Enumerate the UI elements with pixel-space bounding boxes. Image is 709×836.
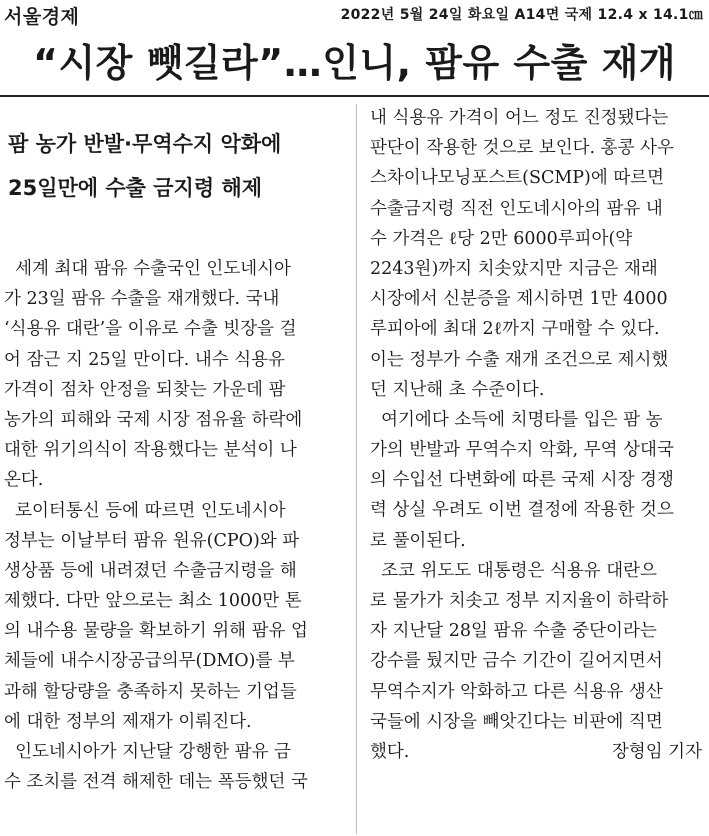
body-text-line: 수 가격은 ℓ당 2만 6000루피아(약 [370, 228, 633, 249]
body-text-line: 판단이 작용한 것으로 보인다. 홍콩 사우 [370, 138, 674, 159]
body-text-line: 인도네시아가 지난달 강행한 팜유 금 [4, 742, 291, 762]
issue-info: 2022년 5월 24일 화요일 A14면 국제 12.4 x 14.1㎝ [340, 7, 703, 23]
body-text-line: 세계 최대 팜유 수출국인 인도네시아 [4, 259, 291, 279]
body-text-line: 로 풀이된다. [370, 530, 466, 551]
reporter-byline: 장형임 기자 [611, 741, 702, 762]
article-subheadline [8, 122, 348, 210]
body-text-line: 과해 할당량을 충족하지 못하는 기업들 [4, 681, 297, 702]
body-text-line: 의 수입선 다변화에 따른 국제 시장 경쟁 [370, 470, 674, 491]
body-column-left [4, 254, 348, 797]
body-text-line: 체들에 내수시장공급의무(DMO)를 부 [4, 651, 295, 672]
body-text-line: 수출금지령 직전 인도네시아의 팜유 내 [370, 198, 663, 219]
body-text-line: 수 조치를 전격 해제한 데는 폭등했던 국 [4, 772, 308, 793]
body-text-line: 던 지난해 초 수준이다. [370, 379, 545, 400]
body-text-line: 루피아에 최대 2ℓ까지 구매할 수 있다. [370, 319, 660, 340]
body-text-line: 여기에다 소득에 치명타를 입은 팜 농 [370, 409, 663, 430]
body-column-right [370, 103, 704, 767]
column-divider [356, 104, 357, 834]
body-text-line: 농가의 피해와 국제 시장 점유율 하락에 [4, 409, 303, 430]
body-text-line: 가의 반발과 무역수지 악화, 무역 상대국 [370, 440, 674, 461]
body-text-line: 강수를 뒀지만 금수 기간이 길어지면서 [370, 651, 663, 672]
body-text-line: 내 식용유 가격이 어느 정도 진정됐다는 [370, 108, 669, 128]
subheadline-line: 25일만에 수출 금지령 해제 [8, 176, 263, 200]
body-text-line: 자 지난달 28일 팜유 수출 중단이라는 [370, 621, 657, 642]
body-text-line: 온다. [4, 470, 44, 491]
body-text-line: 국들에 시장을 빼앗긴다는 비판에 직면 [370, 711, 663, 732]
body-text-line: 시장에서 신분증을 제시하면 1만 4000 [370, 289, 668, 310]
body-text-line: 스차이나모닝포스트(SCMP)에 따르면 [370, 168, 665, 189]
body-text-line: 어 잠근 지 25일 만이다. 내수 식용유 [4, 349, 285, 370]
masthead [0, 0, 709, 28]
body-text-line: ‘식용유 대란’을 이유로 수출 빗장을 걸 [4, 319, 297, 340]
subheadline-line: 팜 농가 반발·무역수지 악화에 [8, 132, 282, 156]
article-headline: “시장 뺏길라”…인니, 팜유 수출 재개 [32, 41, 676, 85]
body-text-line: 이는 정부가 수출 재개 조건으로 제시했 [370, 349, 669, 370]
body-text-line: 의 내수용 물량을 확보하기 위해 팜유 업 [4, 621, 308, 642]
newspaper-name: 서울경제 [4, 6, 80, 28]
body-text-line: 했다. [370, 741, 410, 762]
headline-divider [0, 95, 709, 97]
body-text-line: 대한 위기의식이 작용했다는 분석이 나 [4, 440, 297, 461]
body-text-line: 생상품 등에 내려졌던 수출금지령을 해 [4, 560, 297, 581]
body-text-line: 로 물가가 치솟고 정부 지지율이 하락하 [370, 591, 669, 611]
body-text-line: 로이터통신 등에 따르면 인도네시아 [4, 500, 286, 521]
body-text-line: 에 대한 정부의 제재가 이뤄진다. [4, 711, 252, 732]
body-text-line: 조코 위도도 대통령은 식용유 대란으 [370, 560, 657, 581]
body-text-line: 가격이 점차 안정을 되찾는 가운데 팜 [4, 379, 286, 400]
body-text-line: 정부는 이날부터 팜유 원유(CPO)와 파 [4, 530, 300, 551]
body-text-line: 가 23일 팜유 수출을 재개했다. 국내 [4, 289, 280, 310]
body-text-line: 무역수지가 악화하고 다른 식용유 생산 [370, 681, 663, 702]
body-text-line: 력 상실 우려도 이번 결정에 작용한 것으 [370, 500, 674, 521]
body-text-line: 2243원)까지 치솟았지만 지금은 재래 [370, 258, 658, 279]
body-text-line: 제했다. 다만 앞으로는 최소 1000만 톤 [4, 591, 302, 612]
